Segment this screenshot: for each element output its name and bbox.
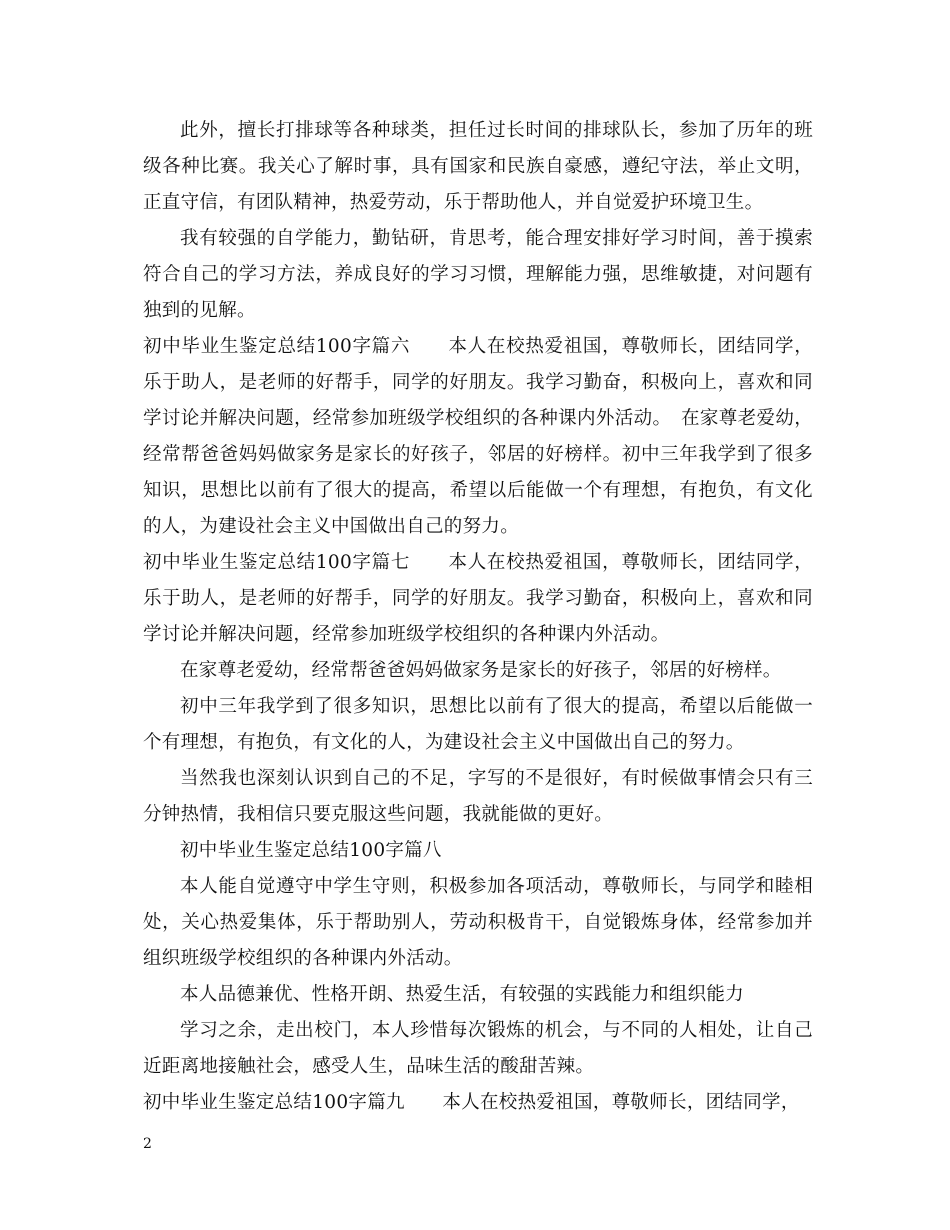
paragraph-1: 此外，擅长打排球等各种球类，担任过长时间的排球队长，参加了历年的班级各种比赛。我关心了解时事，具有国家和民族自豪感，遵纪守法，举止文明，正直守信，有团队精神，热爱劳动，乐于帮助他人，并自觉爱护环境卫生。 [143, 120, 813, 213]
paragraph-4: 初中毕业生鉴定总结100字篇七 本人在校热爱祖国，尊敬师长，团结同学，乐于助人，是老师的好帮手，同学的好朋友。我学习勤奋，积极向上，喜欢和同学讨论并解决问题，经常参加班级学校组织的各种课内外活动。 [143, 552, 813, 645]
document-body [143, 113, 813, 1121]
paragraph-11: 学习之余，走出校门，本人珍惜每次锻炼的机会，与不同的人相处，让自己近距离地接触社会，感受人生，品味生活的酸甜苦辣。 [143, 1020, 813, 1077]
paragraph-10: 本人品德兼优、性格开朗、热爱生活，有较强的实践能力和组织能力 [180, 984, 745, 1005]
paragraph-9: 本人能自觉遵守中学生守则，积极参加各项活动，尊敬师长，与同学和睦相处，关心热爱集体，乐于帮助别人，劳动积极肯干，自觉锻炼身体，经常参加并组织班级学校组织的各种课内外活动。 [143, 876, 813, 969]
paragraph-5: 在家尊老爱幼，经常帮爸爸妈妈做家务是家长的好孩子，邻居的好榜样。 [180, 660, 782, 681]
page-number: 2 [143, 1136, 152, 1152]
paragraph-6: 初中三年我学到了很多知识，思想比以前有了很大的提高，希望以后能做一个有理想，有抱负，有文化的人，为建设社会主义中国做出自己的努力。 [143, 696, 813, 753]
paragraph-7: 当然我也深刻认识到自己的不足，字写的不是很好，有时候做事情会只有三分钟热情，我相信只要克服这些问题，我就能做的更好。 [143, 768, 813, 825]
paragraph-8: 初中毕业生鉴定总结100字篇八 [180, 840, 442, 861]
paragraph-3: 初中毕业生鉴定总结100字篇六 本人在校热爱祖国，尊敬师长，团结同学，乐于助人，是老师的好帮手，同学的好朋友。我学习勤奋，积极向上，喜欢和同学讨论并解决问题，经常参加班级学校组织的各种课内外活动。 在家尊老爱幼，经常帮爸爸妈妈做家务是家长的好孩子，邻居的好榜样。初中三年我学到了很多知识，思想比以前有了很大的提高，希望以后能做一个有理想，有抱负，有文化的人，为建设社会主义中国做出自己的努力。 [143, 336, 813, 537]
paragraph-12: 初中毕业生鉴定总结100字篇九 本人在校热爱祖国，尊敬师长，团结同学， [143, 1092, 800, 1113]
paragraph-2: 我有较强的自学能力，勤钻研，肯思考，能合理安排好学习时间，善于摸索符合自己的学习方法，养成良好的学习习惯，理解能力强，思维敏捷，对问题有独到的见解。 [143, 228, 813, 321]
